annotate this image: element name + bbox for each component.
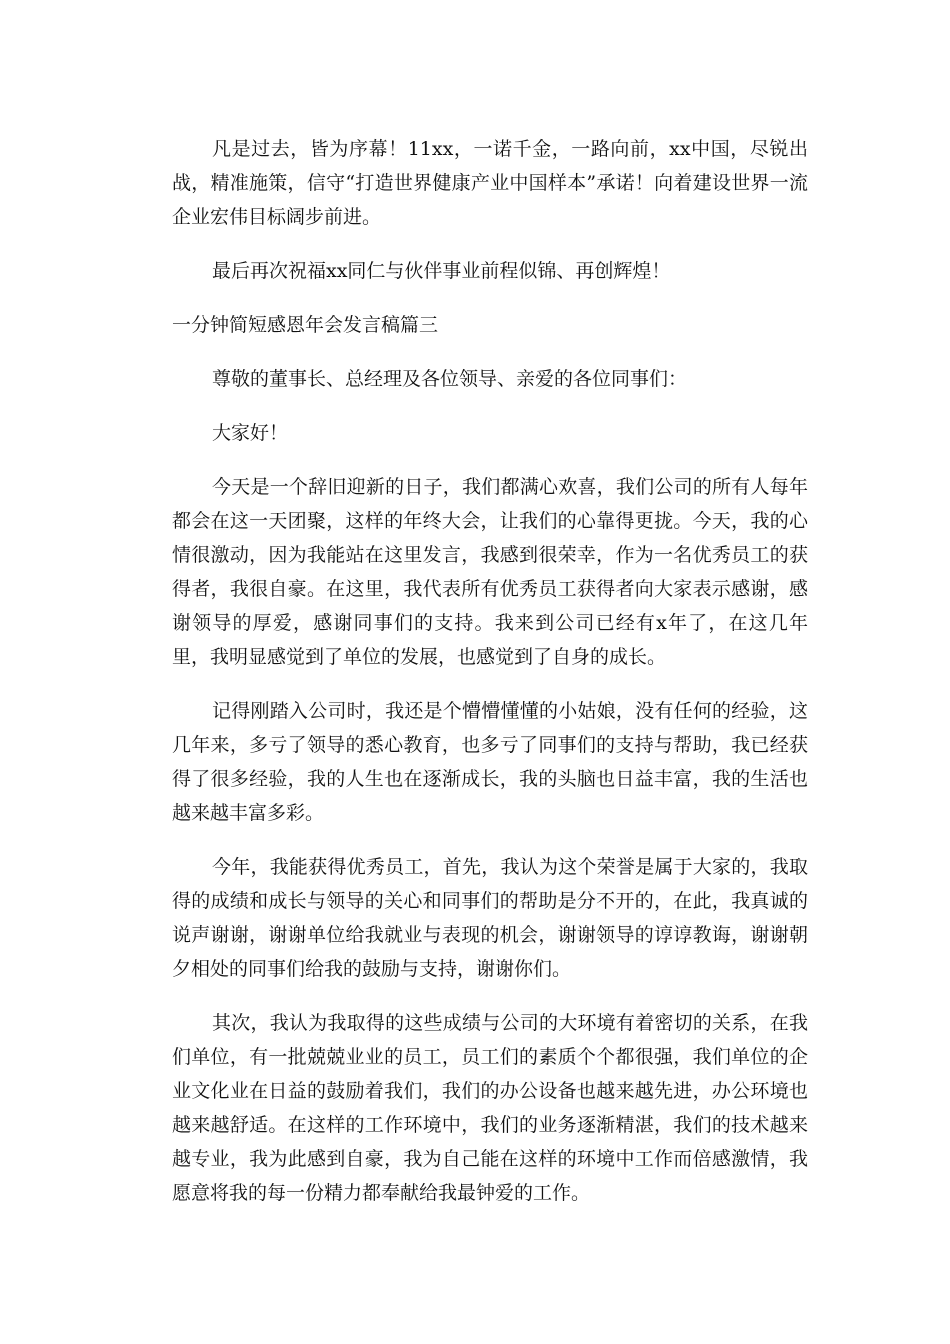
- paragraph-body-4: 其次，我认为我取得的这些成绩与公司的大环境有着密切的关系，在我们单位，有一批兢兢业业的员工，员工们的素质个个都很强，我们单位的企业文化业在日益的鼓励着我们，我们的办公设备也越来越先进，办公环境也越来越舒适。在这样的工作环境中，我们的业务逐渐精湛，我们的技术越来越专业，我为此感到自豪，我为自己能在这样的环境中工作而倍感激情，我愿意将我的每一份精力都奉献给我最钟爱的工作。: [172, 1012, 808, 1204]
- document-body: [172, 132, 808, 1230]
- paragraph-closing-wishes: 最后再次祝福xx同仁与伙伴事业前程似锦、再创辉煌！: [212, 260, 671, 282]
- paragraph-greeting: 大家好！: [212, 422, 289, 444]
- paragraph-body-2: 记得刚踏入公司时，我还是个懵懵懂懂的小姑娘，没有任何的经验，这几年来，多亏了领导的悉心教育，也多亏了同事们的支持与帮助，我已经获得了很多经验，我的人生也在逐渐成长，我的头脑也日益丰富，我的生活也越来越丰富多彩。: [172, 700, 808, 824]
- paragraph-body-3: 今年，我能获得优秀员工，首先，我认为这个荣誉是属于大家的，我取得的成绩和成长与领导的关心和同事们的帮助是分不开的，在此，我真诚的说声谢谢，谢谢单位给我就业与表现的机会，谢谢领导的谆谆教诲，谢谢朝夕相处的同事们给我的鼓励与支持，谢谢你们。: [172, 856, 808, 980]
- paragraph-body-1: 今天是一个辞旧迎新的日子，我们都满心欢喜，我们公司的所有人每年都会在这一天团聚，这样的年终大会，让我们的心靠得更拢。今天，我的心情很激动，因为我能站在这里发言，我感到很荣幸，作为一名优秀员工的获得者，我很自豪。在这里，我代表所有优秀员工获得者向大家表示感谢，感谢领导的厚爱，感谢同事们的支持。我来到公司已经有x年了，在这几年里，我明显感觉到了单位的发展，也感觉到了自身的成长。: [172, 476, 808, 668]
- paragraph-closing-vision: 凡是过去，皆为序幕！11xx，一诺千金，一路向前，xx中国，尽锐出战，精准施策，信守“打造世界健康产业中国样本”承诺！向着建设世界一流企业宏伟目标阔步前进。: [172, 138, 808, 228]
- paragraph-salutation: 尊敬的董事长、总经理及各位领导、亲爱的各位同事们：: [212, 368, 688, 390]
- section-heading: 一分钟简短感恩年会发言稿篇三: [172, 314, 439, 336]
